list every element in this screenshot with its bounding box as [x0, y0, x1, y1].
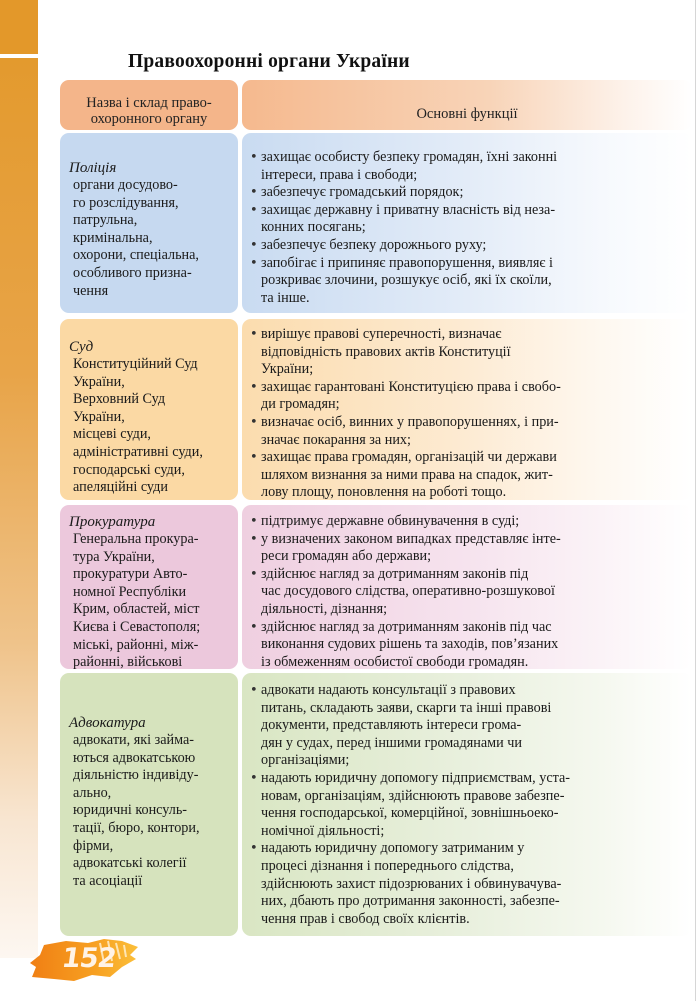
org-composition-line: номної Республіки [73, 583, 187, 600]
function-item [250, 513, 686, 531]
function-line: із обмеженням особистої свободи громадян. [261, 653, 529, 670]
function-item [250, 255, 686, 308]
bullet-icon: • [250, 202, 258, 218]
org-composition-line: охорони, спеціальна, [73, 247, 199, 264]
functions-cell [242, 505, 692, 669]
bullet-icon: • [250, 619, 258, 635]
function-line: захищає державну і приватну власність від неза- [261, 201, 556, 218]
function-line: забезпечує громадський порядок; [261, 184, 464, 201]
function-line: них, дбають про дотримання законності, забезпе- [261, 893, 560, 910]
function-line: виконання судових рішень та заходів, пов’язаних [261, 636, 559, 653]
org-composition-line: патрульна, [73, 212, 138, 229]
function-item [250, 237, 686, 255]
function-line: процесі дізнання і попереднього слідства, [261, 857, 514, 874]
org-composition-line: України, [73, 373, 125, 390]
bullet-icon: • [250, 255, 258, 271]
function-line: надають юридичну допомогу підприємствам, уста- [261, 769, 571, 786]
function-line: ди громадян; [261, 396, 340, 413]
function-line: питань, складають заяви, скарги та інші правові [261, 699, 552, 716]
function-line: забезпечує безпеку дорожнього руху; [261, 236, 487, 253]
page-edge-line [695, 0, 696, 1001]
function-line: відповідність правових актів Конституції [261, 343, 511, 360]
org-composition-line: Крим, областей, міст [73, 601, 200, 618]
function-line: підтримує державне обвинувачення в суді; [261, 513, 520, 529]
bullet-icon: • [250, 514, 258, 529]
bullet-icon: • [250, 450, 258, 466]
org-composition-line: Києва і Севастополя; [73, 618, 201, 635]
header-name-line: Назва і склад право- [86, 95, 212, 111]
org-composition-line: тура України, [73, 548, 155, 565]
functions-cell [242, 133, 692, 313]
function-line: розкриває злочини, розшукує осіб, які їх скоїли, [261, 272, 552, 289]
function-line: визначає осіб, винних у правопорушеннях, і при- [261, 413, 559, 430]
org-composition-line: районні, військові [73, 654, 183, 671]
org-composition-line: прокуратури Авто- [73, 566, 188, 583]
function-line: захищає права громадян, організацій чи держави [261, 449, 557, 466]
table-header-row [60, 80, 692, 130]
function-line: діяльності, дізнання; [261, 600, 388, 617]
function-item [250, 566, 686, 619]
function-item [250, 619, 686, 672]
bullet-icon: • [250, 237, 258, 253]
page-title: Правоохоронні органи України [128, 51, 410, 72]
function-line: шляхом визнання за ними права на спадок, жит- [261, 466, 553, 483]
function-item [250, 840, 686, 928]
bullet-icon: • [250, 327, 258, 342]
org-composition-line: фірми, [73, 837, 114, 854]
table-row-court [60, 319, 692, 500]
page-number-badge [26, 937, 144, 985]
bullet-icon: • [250, 531, 258, 547]
org-composition-line: го розслідування, [73, 194, 179, 211]
org-composition-line: особливого призна- [73, 264, 192, 281]
org-name: Адвокатура [69, 715, 146, 731]
header-cell-functions [242, 80, 692, 130]
table-row-police [60, 133, 692, 313]
function-line: захищає особисту безпеку громадян, їхні законні [261, 149, 558, 165]
function-line: конних посягань; [261, 219, 366, 236]
table-row-advocacy [60, 673, 692, 936]
function-line: реси громадян або держави; [261, 548, 432, 565]
org-composition-line: місцеві суди, [73, 426, 151, 443]
org-composition-line: діяльністю індивіду- [73, 767, 199, 784]
bullet-icon: • [250, 414, 258, 430]
org-composition-line: адміністративні суди, [73, 443, 203, 460]
function-line: у визначених законом випадках представляє інте- [261, 530, 561, 547]
functions-list [250, 513, 686, 671]
function-line: чення прав і свобод своїх клієнтів. [261, 910, 470, 927]
org-composition-line: ально, [73, 784, 112, 801]
header-cell-name [60, 80, 238, 130]
function-item [250, 414, 686, 449]
org-cell [60, 319, 238, 500]
function-line: інтереси, права і свободи; [261, 166, 418, 183]
functions-cell [242, 673, 692, 936]
functions-list [250, 326, 686, 502]
function-line: надають юридичну допомогу затриманим у [261, 840, 525, 857]
org-cell [60, 673, 238, 936]
functions-cell [242, 319, 692, 500]
function-item [250, 202, 686, 237]
bullet-icon: • [250, 841, 258, 857]
function-line: здійснюють захист підозрюваних і обвинувачува- [261, 875, 562, 892]
function-item [250, 449, 686, 502]
function-item [250, 149, 686, 184]
org-composition-line: органи досудово- [73, 177, 178, 193]
function-item [250, 770, 686, 840]
function-line: організаціями; [261, 752, 350, 769]
function-item [250, 379, 686, 414]
org-composition-line: Генеральна прокура- [73, 531, 199, 547]
function-line: здійснює нагляд за дотриманням законів під [261, 565, 529, 582]
org-name: Поліція [69, 160, 117, 176]
function-line: України; [261, 361, 314, 378]
function-line: номічної діяльності; [261, 822, 385, 839]
bullet-icon: • [250, 379, 258, 395]
org-cell [60, 505, 238, 669]
function-line: чення господарської, комерційної, зовнішньоеко- [261, 805, 559, 822]
org-composition-line: чення [73, 282, 109, 299]
org-composition-line: тації, бюро, контори, [73, 819, 200, 836]
function-item [250, 326, 686, 379]
bullet-icon: • [250, 683, 258, 698]
function-line: здійснює нагляд за дотриманням законів під час [261, 618, 552, 635]
org-composition-line: адвокатські колегії [73, 855, 187, 872]
header-functions-label: Основні функції [416, 106, 518, 122]
bullet-icon: • [250, 566, 258, 582]
decorative-side-bar-top [0, 0, 38, 54]
org-composition-line: адвокати, які займа- [73, 732, 195, 748]
function-item [250, 184, 686, 202]
page-number: 152 [59, 943, 118, 974]
decorative-side-bar [0, 58, 38, 958]
org-composition-line: Конституційний Суд [73, 356, 198, 372]
bullet-icon: • [250, 770, 258, 786]
function-line: вирішує правові суперечності, визначає [261, 326, 502, 342]
org-name: Суд [69, 339, 94, 355]
function-line: значає покарання за них; [261, 431, 411, 448]
bullet-icon: • [250, 150, 258, 165]
function-line: запобігає і припиняє правопорушення, виявляє і [261, 254, 553, 271]
function-line: час досудового слідства, оперативно-розшукової [261, 583, 555, 600]
org-composition-line: Верховний Суд [73, 391, 166, 408]
function-item [250, 682, 686, 770]
functions-list [250, 149, 686, 307]
function-line: лову площу, поновлення на роботі тощо. [261, 484, 507, 501]
function-line: дян у судах, перед іншими громадянами чи [261, 734, 522, 751]
org-composition-line: кримінальна, [73, 229, 153, 246]
org-composition-line: та асоціації [73, 872, 143, 889]
header-name-line: охоронного органу [90, 111, 208, 127]
org-composition-line: ються адвокатською [73, 749, 196, 766]
function-line: захищає гарантовані Конституцією права і свобо- [261, 378, 561, 395]
function-line: адвокати надають консультації з правових [261, 682, 516, 698]
org-composition-line: міські, районні, між- [73, 636, 199, 653]
function-line: та інше. [261, 289, 310, 306]
functions-list [250, 682, 686, 928]
table-row-prosecutor [60, 505, 692, 669]
org-composition-line: апеляційні суди [73, 479, 168, 496]
org-name: Прокуратура [69, 514, 156, 530]
function-line: документи, представляють інтереси грома- [261, 717, 522, 734]
org-composition-line: господарські суди, [73, 461, 185, 478]
org-cell [60, 133, 238, 313]
bullet-icon: • [250, 185, 258, 201]
function-line: новам, організаціям, здійснюють правове забезпе- [261, 787, 565, 804]
org-composition-line: юридичні консуль- [73, 802, 188, 819]
function-item [250, 531, 686, 566]
org-composition-line: України, [73, 408, 125, 425]
